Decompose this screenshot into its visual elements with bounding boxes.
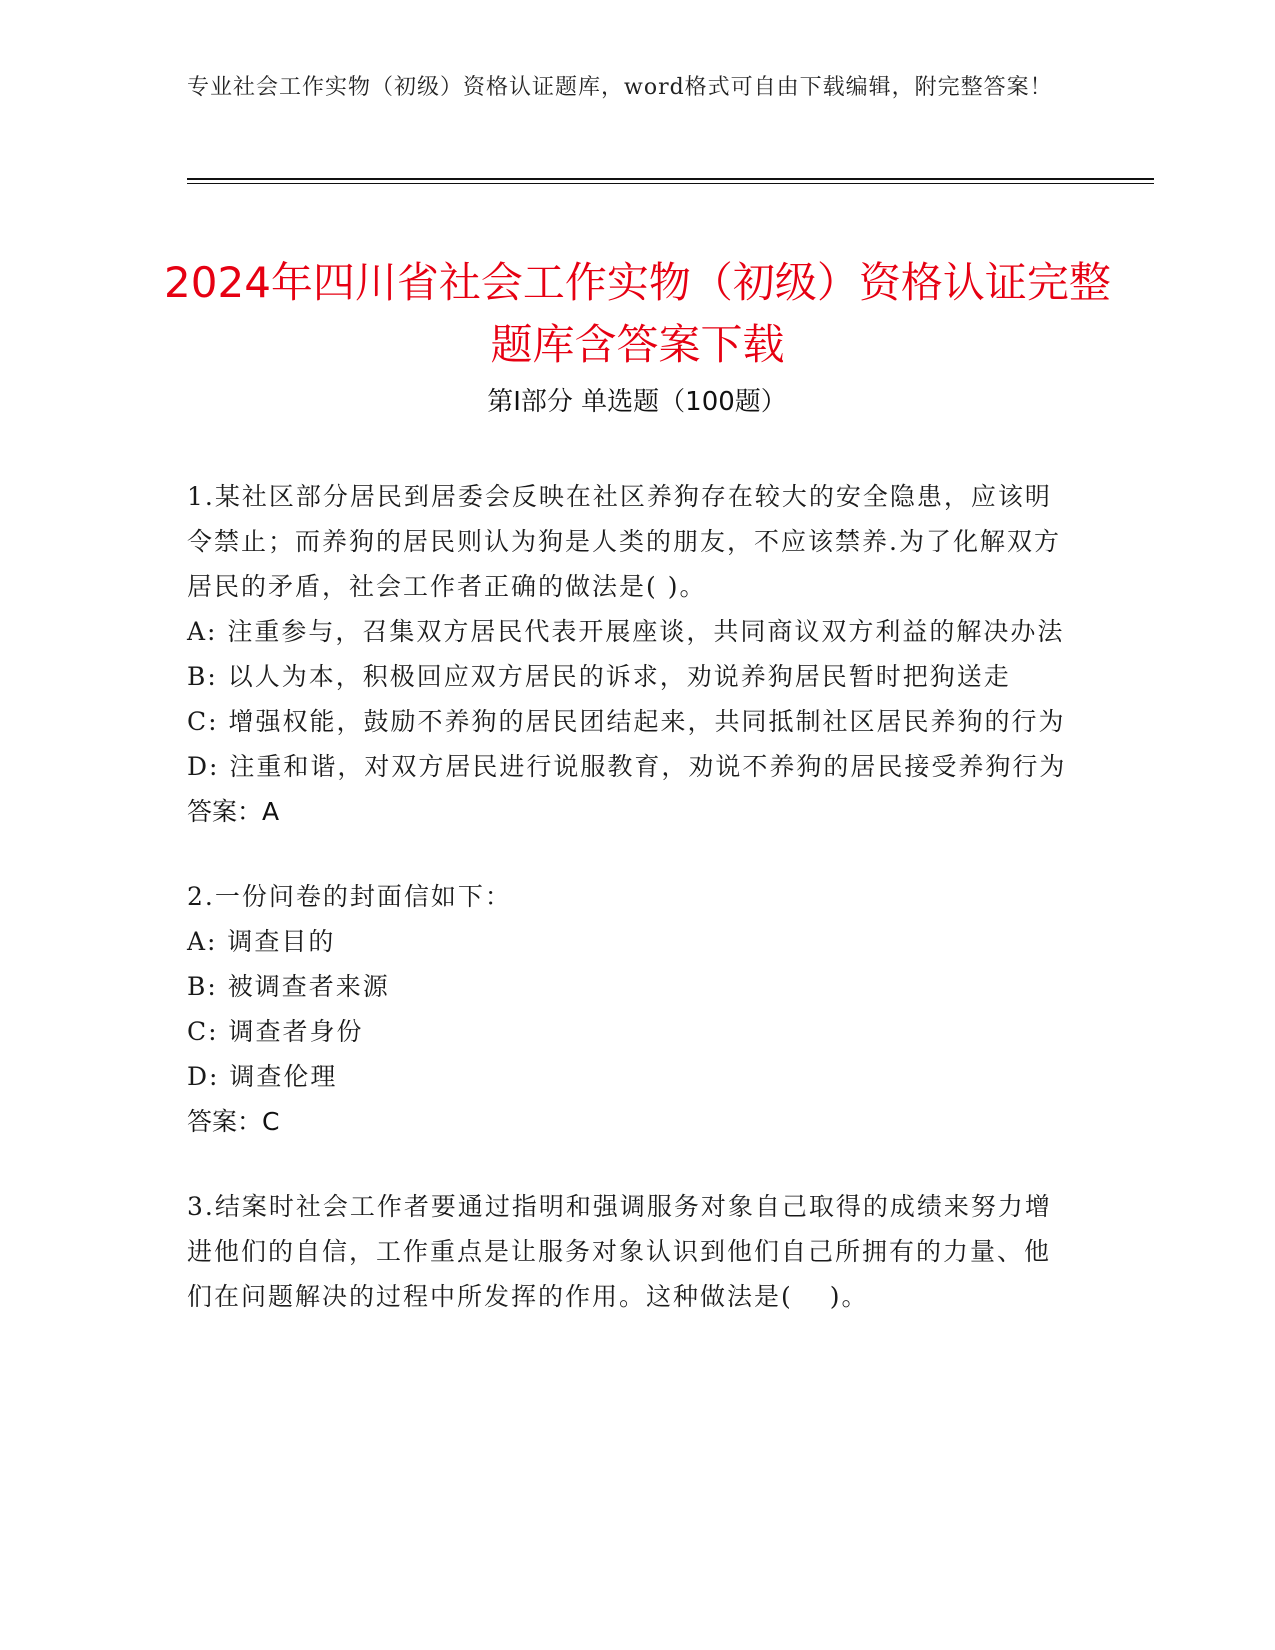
header-divider-thin (187, 183, 1154, 184)
option-a: A: 调查目的 (187, 927, 336, 956)
option-b: B: 以人为本，积极回应双方居民的诉求，劝说养狗居民暂时把狗送走 (187, 662, 1011, 691)
option-d: D: 调查伦理 (187, 1062, 338, 1091)
document-title: 2024年四川省社会工作实物（初级）资格认证完整题库含答案下载 (164, 258, 1111, 370)
question-stem: 2.一份问卷的封面信如下： (187, 882, 512, 911)
question-list (187, 474, 1067, 1359)
answer-label: 答案：A (187, 797, 280, 826)
question-1 (187, 474, 1067, 834)
header-note: 专业社会工作实物（初级）资格认证题库，word格式可自由下载编辑，附完整答案！ (187, 75, 1053, 100)
option-c: C: 调查者身份 (187, 1017, 364, 1046)
section-heading: 第Ⅰ部分 单选题（100题） (487, 387, 787, 417)
option-a: A: 注重参与，召集双方居民代表开展座谈，共同商议双方利益的解决办法 (187, 617, 1065, 646)
header-divider-thick (187, 178, 1154, 180)
question-3 (187, 1184, 1067, 1319)
question-stem: 1.某社区部分居民到居委会反映在社区养狗存在较大的安全隐患，应该明令禁止；而养狗的居民则认为狗是人类的朋友，不应该禁养.为了化解双方居民的矛盾，社会工作者正确的做法是( )。 (187, 482, 1061, 601)
option-b: B: 被调查者来源 (187, 972, 390, 1001)
answer-label: 答案：C (187, 1107, 280, 1136)
option-c: C: 增强权能，鼓励不养狗的居民团结起来，共同抵制社区居民养狗的行为 (187, 707, 1066, 736)
question-2 (187, 874, 1067, 1144)
option-d: D: 注重和谐，对双方居民进行说服教育，劝说不养狗的居民接受养狗行为 (187, 752, 1067, 781)
question-stem: 3.结案时社会工作者要通过指明和强调服务对象自己取得的成绩来努力增进他们的自信，工作重点是让服务对象认识到他们自己所拥有的力量、他们在问题解决的过程中所发挥的作用。这种做法是( )。 (187, 1192, 1052, 1311)
